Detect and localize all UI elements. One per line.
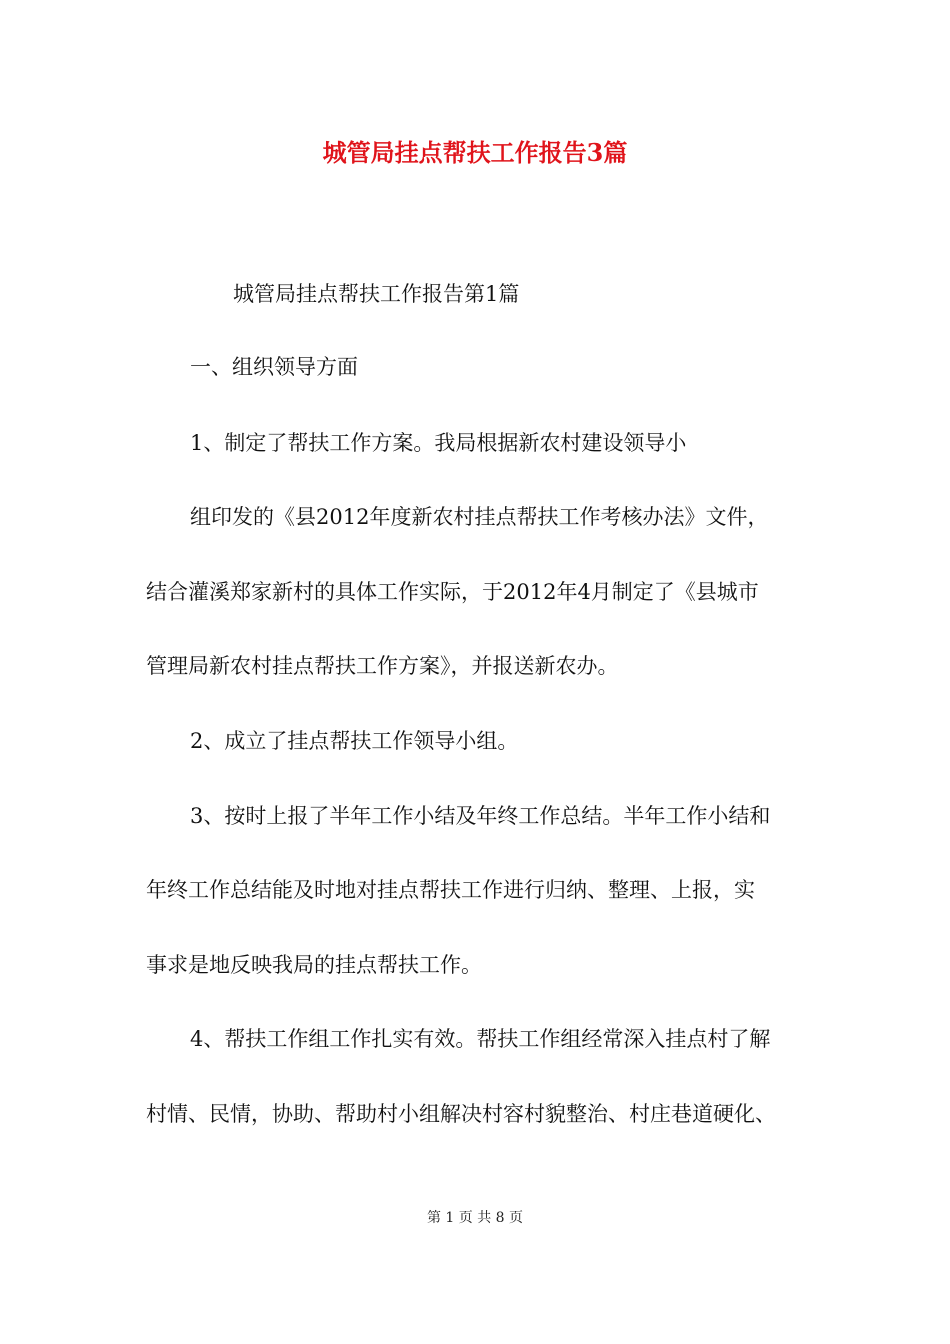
- subsection-heading: 一、组织领导方面: [190, 355, 358, 379]
- paragraph-line: 4、帮扶工作组工作扎实有效。帮扶工作组经常深入挂点村了解: [190, 1027, 771, 1051]
- paragraph-line: 事求是地反映我局的挂点帮扶工作。: [146, 953, 482, 977]
- paragraph-line: 村情、民情，协助、帮助村小组解决村容村貌整治、村庄巷道硬化、: [146, 1102, 776, 1126]
- paragraph-line: 1、制定了帮扶工作方案。我局根据新农村建设领导小: [190, 431, 687, 455]
- paragraph-line: 2、成立了挂点帮扶工作领导小组。: [190, 729, 519, 753]
- section-heading: 城管局挂点帮扶工作报告第1篇: [233, 282, 520, 306]
- page-number-footer: 第 1 页 共 8 页: [426, 1210, 524, 1226]
- paragraph-line: 年终工作总结能及时地对挂点帮扶工作进行归纳、整理、上报，实: [146, 878, 755, 902]
- paragraph-line: 3、按时上报了半年工作小结及年终工作总结。半年工作小结和: [190, 804, 771, 828]
- paragraph-line: 组印发的《县2012年度新农村挂点帮扶工作考核办法》文件，: [190, 505, 769, 529]
- paragraph-line: 结合灌溪郑家新村的具体工作实际，于2012年4月制定了《县城市: [146, 580, 759, 604]
- paragraph-line: 管理局新农村挂点帮扶工作方案》，并报送新农办。: [146, 654, 619, 678]
- document-title: 城管局挂点帮扶工作报告3篇: [322, 138, 628, 167]
